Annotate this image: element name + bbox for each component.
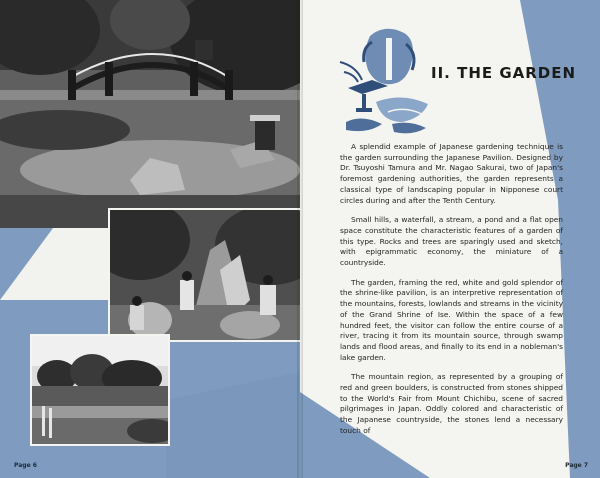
right-page [300,0,600,478]
book-gutter [297,0,303,478]
paragraph: A splendid example of Japanese gardening technique is the garden surrounding the Japanese Pavilion. Designed by Dr. Tsuyoshi Tamura and Mr. Nagao Sakurai, two of Japan's foremost gardening authorities, the garden represents a classical type of landscaping popular in Nipponese court circles during and after the Tenth Century. [340,142,563,205]
paragraph: The garden, framing the red, white and gold splendor of the shrine-like pavilion, is an interpretive representation of the mountains, forests, lowlands and streams in the vicinity of the Grand Shrine of Ise. Within the space of a few hundred feet, the visitor can follow the entire course of a river, tracing it from its mountain source, through swamp lands and flood areas, and finally to its end in a nobleman's lake garden. [340,277,563,362]
garden-illustration [332,22,436,142]
paragraph: Small hills, a waterfall, a stream, a pond and a flat open space constitute the characteristic features of a garden of this type. Rocks and trees are sparingly used and sketch, with epigrammatic economy, the miniature of a countryside. [340,215,563,268]
body-text [340,142,563,446]
section-heading: II. THE GARDEN [431,64,577,82]
paragraph: The mountain region, as represented by a grouping of red and green boulders, is constructed from stones shipped to the World's Fair from Mount Chichibu, scene of sacred pilgrimages in Japan. Oddly colored and characteristic of the Japanese countryside, the stones lend a necessary touch of [340,372,563,435]
photo-garden-landscape [30,334,170,446]
photo-garden-figures [108,208,300,342]
page-number-right: Page 7 [565,462,588,469]
photo-garden-bridge [0,0,300,228]
page-number-left: Page 6 [14,462,37,469]
